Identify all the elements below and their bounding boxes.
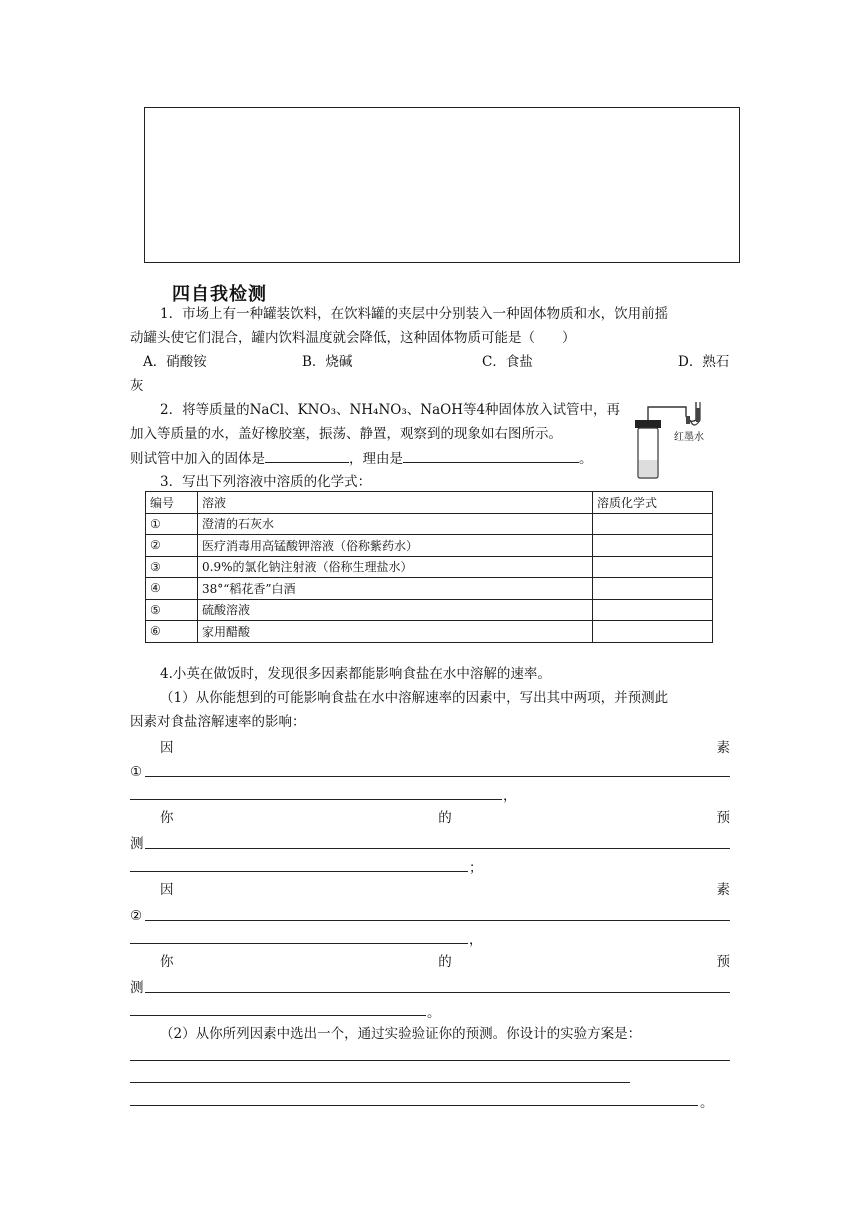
row-formula-cell[interactable] [593, 513, 713, 535]
table-row [146, 599, 713, 621]
q1-option-b: B．烧碱 [302, 354, 353, 370]
q4-stem: 4.小英在做饭时，发现很多因素都能影响食盐在水中溶解的速率。 [160, 666, 551, 682]
factor-char: 素 [716, 740, 730, 756]
predict1-lead: 测 [130, 836, 144, 852]
predict-char: 的 [438, 954, 452, 970]
figure-label: 红墨水 [674, 432, 704, 443]
header-no: 编号 [146, 492, 198, 514]
factor1-answer-line-b[interactable] [130, 799, 502, 800]
predict-char: 预 [716, 954, 730, 970]
q2-line3-lead: 则试管中加入的固体是 [130, 451, 265, 467]
factor1-spread-line [160, 738, 730, 758]
row-no: ④ [146, 578, 198, 600]
q1-option-c: C．食盐 [482, 354, 533, 370]
row-solution: 38°“稻花香”白酒 [198, 578, 593, 600]
predict2-answer-line-b[interactable] [130, 1015, 426, 1016]
row-no: ① [146, 513, 198, 535]
q2-line3 [130, 448, 593, 469]
row-no: ⑤ [146, 599, 198, 621]
factor1-answer-line-a[interactable] [145, 776, 730, 777]
row-formula-cell[interactable] [593, 599, 713, 621]
factor2-comma: ， [469, 932, 483, 948]
factor2-lead: ② [130, 908, 143, 924]
row-no: ⑥ [146, 621, 198, 643]
q2-solid-blank[interactable] [265, 448, 349, 463]
row-solution: 家用醋酸 [198, 621, 593, 643]
plan-answer-line-2[interactable] [130, 1082, 630, 1083]
factor2-spread-line [160, 880, 730, 900]
q2-line3-end: 。 [579, 451, 593, 467]
row-formula-cell[interactable] [593, 578, 713, 600]
q1-option-d: D．熟石 [678, 354, 730, 370]
predict2-lead: 测 [130, 980, 144, 996]
solutions-table [145, 491, 713, 643]
table-row [146, 513, 713, 535]
q4-part2: （2）从你所列因素中选出一个，通过实验验证你的预测。你设计的实验方案是： [160, 1026, 642, 1042]
table-row [146, 621, 713, 643]
factor2-answer-line-a[interactable] [145, 920, 730, 921]
row-no: ② [146, 535, 198, 557]
q3-stem: 3．写出下列溶液中溶质的化学式： [160, 474, 372, 490]
table-header-row [146, 492, 713, 514]
plan-period: 。 [700, 1095, 714, 1111]
table-row [146, 535, 713, 557]
table-row [146, 578, 713, 600]
predict-char: 你 [160, 810, 174, 826]
plan-answer-line-3[interactable] [130, 1105, 698, 1106]
predict1-answer-line-b[interactable] [130, 871, 468, 872]
q1-line2: 动罐头使它们混合，罐内饮料温度就会降低，这种固体物质可能是（ ） [130, 330, 576, 346]
factor2-answer-line-b[interactable] [130, 943, 468, 944]
predict1-answer-line-a[interactable] [145, 848, 730, 849]
factor1-comma: ， [503, 788, 517, 804]
row-solution: 医疗消毒用高锰酸钾溶液（俗称紫药水） [198, 535, 593, 557]
q2-reason-blank[interactable] [403, 448, 579, 463]
header-formula: 溶质化学式 [593, 492, 713, 514]
q2-line2: 加入等质量的水，盖好橡胶塞，振荡、静置，观察到的现象如右图所示。 [130, 426, 562, 442]
q2-line1: 2．将等质量的NaCl、KNO₃、NH₄NO₃、NaOH等4种固体放入试管中，再 [160, 402, 621, 418]
rubber-stopper [635, 420, 661, 428]
q1-line1: 1．市场上有一种罐装饮料，在饮料罐的夹层中分别装入一种固体物质和水，饮用前摇 [160, 306, 669, 322]
predict-char: 预 [716, 810, 730, 826]
q1-option-wrap: 灰 [130, 378, 144, 394]
row-no: ③ [146, 556, 198, 578]
row-formula-cell[interactable] [593, 621, 713, 643]
empty-answer-box [144, 107, 740, 263]
predict2-period: 。 [427, 1005, 441, 1021]
predict2-spread-line [160, 952, 730, 972]
factor1-lead: ① [130, 764, 143, 780]
test-tube-figure [630, 398, 712, 486]
tube-liquid [639, 460, 657, 477]
q1-option-a: A．硝酸铵 [143, 354, 207, 370]
q2-line3-reason: ，理由是 [349, 451, 403, 467]
predict1-spread-line [160, 808, 730, 828]
row-solution: 澄清的石灰水 [198, 513, 593, 535]
predict-char: 的 [438, 810, 452, 826]
table-row [146, 556, 713, 578]
factor-char: 因 [160, 740, 174, 756]
predict-char: 你 [160, 954, 174, 970]
row-solution: 硫酸溶液 [198, 599, 593, 621]
factor-char: 因 [160, 882, 174, 898]
predict2-answer-line-a[interactable] [145, 992, 730, 993]
predict1-semicolon: ； [469, 860, 483, 876]
q4-part1-line2: 因素对食盐溶解速率的影响： [130, 714, 306, 730]
section-title: 四自我检测 [172, 284, 267, 305]
row-solution: 0.9%的氯化钠注射液（俗称生理盐水） [198, 556, 593, 578]
row-formula-cell[interactable] [593, 556, 713, 578]
q4-part1-line1: （1）从你能想到的可能影响食盐在水中溶解速率的因素中，写出其中两项，并预测此 [160, 690, 669, 706]
header-solution: 溶液 [198, 492, 593, 514]
row-formula-cell[interactable] [593, 535, 713, 557]
factor-char: 素 [716, 882, 730, 898]
plan-answer-line-1[interactable] [130, 1060, 730, 1061]
